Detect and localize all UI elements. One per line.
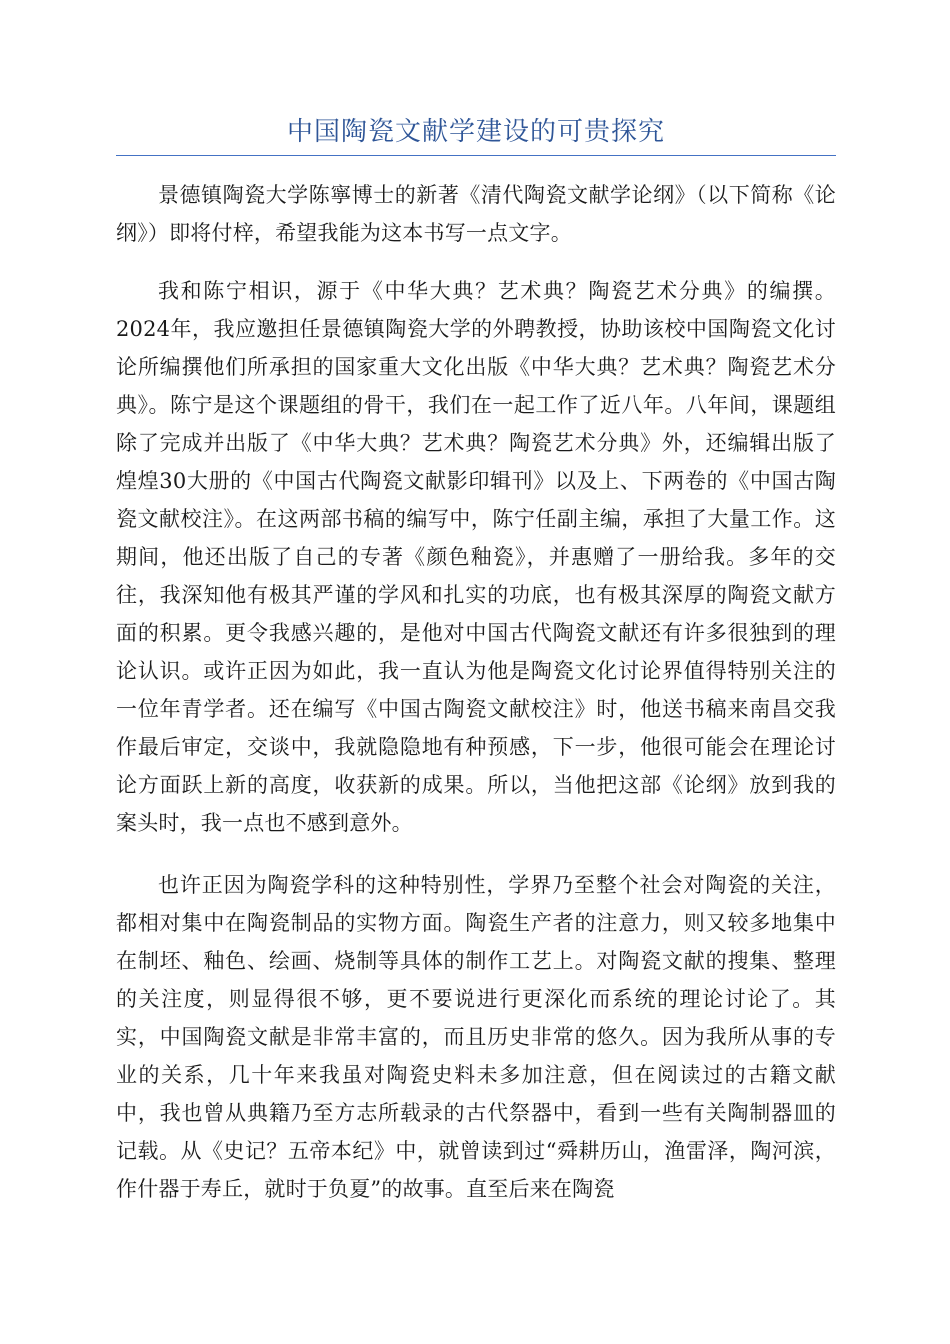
paragraph-acquaintance: 我和陈宁相识，源于《中华大典？艺术典？陶瓷艺术分典》的编撰。2024年，我应邀担任景德镇陶瓷大学的外聘教授，协助该校中国陶瓷文化讨论所编撰他们所承担的国家重大文化出版《中华大典？艺术典？陶瓷艺术分典》。陈宁是这个课题组的骨干，我们在一起工作了近八年。八年间，课题组除了完成并出版了《中华大典？艺术典？陶瓷艺术分典》外，还编辑出版了煌煌30大册的《中国古代陶瓷文献影印辑刊》以及上、下两卷的《中国古陶瓷文献校注》。在这两部书稿的编写中，陈宁任副主编，承担了大量工作。这期间，他还出版了自己的专著《颜色釉瓷》，并惠赠了一册给我。多年的交往，我深知他有极其严谨的学风和扎实的功底，也有极其深厚的陶瓷文献方面的积累。更令我感兴趣的，是他对中国古代陶瓷文献还有许多很独到的理论认识。或许正因为如此，我一直认为他是陶瓷文化讨论界值得特别关注的一位年青学者。还在编写《中国古陶瓷文献校注》时，他送书稿来南昌交我作最后审定，交谈中，我就隐隐地有种预感，下一步，他很可能会在理论讨论方面跃上新的高度，收获新的成果。所以，当他把这部《论纲》放到我的案头时，我一点也不感到意外。 [116,279,836,835]
document-page [116,0,836,1208]
paragraph-ceramics-literature: 也许正因为陶瓷学科的这种特别性，学界乃至整个社会对陶瓷的关注，都相对集中在陶瓷制品的实物方面。陶瓷生产者的注意力，则又较多地集中在制坯、釉色、绘画、烧制等具体的制作工艺上。对陶瓷文献的搜集、整理的关注度，则显得很不够，更不要说进行更深化而系统的理论讨论了。其实，中国陶瓷文献是非常丰富的，而且历史非常的悠久。因为我所从事的专业的关系，几十年来我虽对陶瓷史料未多加注意，但在阅读过的古籍文献中，我也曾从典籍乃至方志所载录的古代祭器中，看到一些有关陶制器皿的记载。从《史记？五帝本纪》中，就曾读到过“舜耕历山，渔雷泽，陶河滨，作什器于寿丘，就时于负夏”的故事。直至后来在陶瓷 [116,873,836,1201]
document-title: 中国陶瓷文献学建设的可贵探究 [286,117,665,147]
paragraph-intro: 景德镇陶瓷大学陈寧博士的新著《清代陶瓷文献学论纲》（以下简称《论纲》）即将付梓，希望我能为这本书写一点文字。 [116,183,836,245]
title-underline [116,155,836,156]
